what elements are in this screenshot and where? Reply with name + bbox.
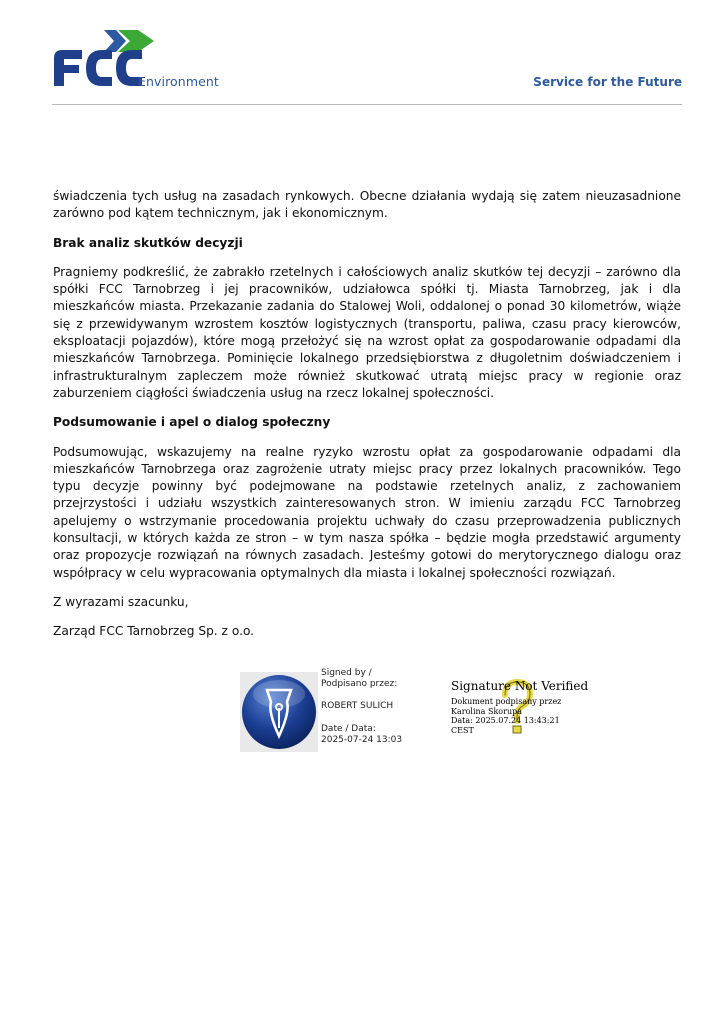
paragraph-3: Podsumowując, wskazujemy na realne ryzyko wzrostu opłat za gospodarowanie odpadami dla mieszkańców Tarnobrzega oraz zagrożenie utraty miejsc pracy przez lokalnych pracowników. Tego typu decyzje powinny być podejmowane na podstawie rzetelnych analiz, z zachowaniem przejrzystości i udziału wszystkich zainteresowanych stron. W imieniu zarządu FCC Tarnobrzeg apelujemy o wstrzymanie procedowania projektu uchwały do czasu przeprowadzenia publicznych konsultacji, w których każda ze stron – w tym nasza spółka – będzie mogła przedstawić argumenty oraz propozycje rozwiązań na równych zasadach. Jesteśmy gotowi do merytorycznego dialogu oraz współpracy w celu wypracowania optymalnych dla miasta i lokalnej społeczności rozwiązań. [53,444,681,580]
letter-body [53,188,681,641]
signature-details [321,668,402,746]
section-heading-analysis: Brak analiz skutków decyzji [53,235,243,250]
date-label: Date / Data: [321,723,376,734]
verification-line-date: Data: 2025.07.24 13:43:21 [451,716,560,725]
signature-date: 2025-07-24 13:03 [321,734,403,745]
paragraph-1: świadczenia tych usług na zasadach rynkowych. Obecne działania wydają się zatem nieuzasadnione zarówno pod kątem technicznym, jak i ekonomicznym. [53,189,681,221]
sender-signature: Zarząd FCC Tarnobrzeg Sp. z o.o. [53,624,255,639]
header-divider [52,104,682,105]
fountain-pen-seal-icon [240,672,318,752]
digital-signature-block[interactable] [240,668,415,756]
signature-verification-stamp[interactable] [451,677,591,747]
letterhead [52,28,682,106]
company-tagline: Service for the Future [533,75,682,89]
closing-salutation: Z wyrazami szacunku, [53,594,189,609]
paragraph-2: Pragniemy podkreślić, że zabrakło rzetelnych i całościowych analiz skutków tej decyzji – zarówno dla spółki FCC Tarnobrzeg i jej pracowników, udziałowca spółki tj. Miasta Tarnobrzeg, jak i dla mieszkańców miasta. Przekazanie zadania do Stalowej Woli, oddalonej o ponad 30 kilometrów, wiąże się z przewidywanym wzrostem kosztów logistycznych (transportu, paliwa, czasu pracy kierowców, eksploatacji pojazdów), które mogą przełożyć się na wzrost opłat za gospodarowanie odpadami dla mieszkańców Tarnobrzega. Pominięcie lokalnego przedsiębiorstwa z długoletnim doświadczeniem i infrastrukturalnym zapleczem może również skutkować utratą miejsc pracy w regionie oraz zaburzeniem ciągłości świadczenia usług na rzecz lokalnej społeczności. [53,264,681,400]
section-heading-summary: Podsumowanie i apel o dialog społeczny [53,415,331,430]
logo-subtitle: Environment [138,74,219,89]
signed-by-label-pl: Podpisano przez: [321,679,398,690]
verification-details [451,697,561,735]
verification-line-timezone: CEST [451,725,474,735]
verification-line-signed-by: Dokument podpisany przez [451,697,562,706]
signer-name: ROBERT SULICH [321,701,394,712]
verification-line-name: Karolina Skorupa [451,706,522,716]
verification-title: Signature Not Verified [451,679,589,693]
fcc-logo [52,28,222,92]
signed-by-label: Signed by / [321,668,372,678]
